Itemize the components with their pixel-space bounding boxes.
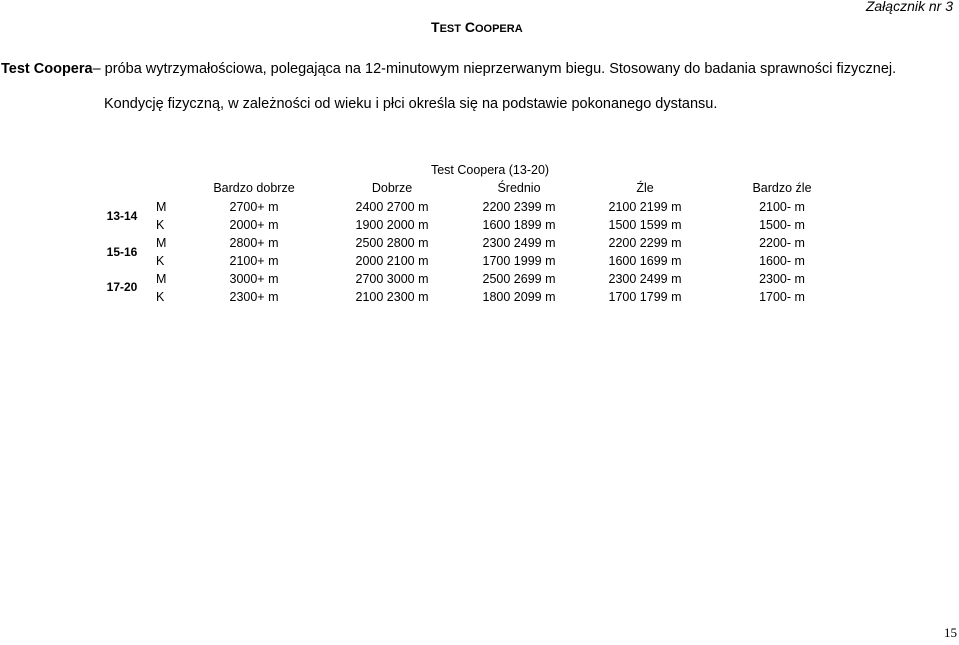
table-cell: 1700- m [759, 290, 805, 304]
sex-label: M [156, 272, 167, 286]
table-cell: 2100 2300 m [355, 290, 429, 304]
table-cell: 2300 2499 m [608, 272, 682, 286]
table-cell: 2100 2199 m [608, 200, 682, 214]
intro-second-line: Kondycję fizyczną, w zależności od wieku i płci określa się na podstawie pokonanego dystansu. [104, 96, 718, 112]
table-caption: Test Coopera (13-20) [430, 163, 550, 177]
table-cell: 2300+ m [229, 290, 279, 304]
sex-label: K [156, 254, 165, 268]
column-header-average: Średnio [497, 181, 541, 195]
table-cell: 2400 2700 m [355, 200, 429, 214]
table-cell: 1900 2000 m [355, 218, 429, 232]
table-cell: 2200 2299 m [608, 236, 682, 250]
age-group-label: 17-20 [106, 280, 138, 294]
column-header-very-bad: Bardzo źle [752, 181, 812, 195]
document-title [431, 19, 523, 35]
table-cell: 2500 2800 m [355, 236, 429, 250]
column-header-good: Dobrze [371, 181, 413, 195]
attachment-label: Załącznik nr 3 [865, 0, 953, 14]
table-cell: 2300- m [759, 272, 805, 286]
table-cell: 2500 2699 m [482, 272, 556, 286]
table-cell: 2000+ m [229, 218, 279, 232]
column-header-very-good: Bardzo dobrze [213, 181, 295, 195]
table-cell: 1500- m [759, 218, 805, 232]
table-cell: 1600 1699 m [608, 254, 682, 268]
intro-paragraph [1, 61, 896, 77]
table-cell: 2000 2100 m [355, 254, 429, 268]
table-cell: 2300 2499 m [482, 236, 556, 250]
table-cell: 2700 3000 m [355, 272, 429, 286]
table-cell: 3000+ m [229, 272, 279, 286]
intro-definition: – próba wytrzymałościowa, polegająca na 12-minutowym nieprzerwanym biegu. Stosowany do badania sprawności fizycznej. [92, 61, 897, 77]
age-group-label: 15-16 [106, 245, 138, 259]
sex-label: M [156, 236, 167, 250]
sex-label: M [156, 200, 167, 214]
title-letter-c: C [464, 19, 475, 35]
table-cell: 1500 1599 m [608, 218, 682, 232]
page-number: 15 [944, 625, 957, 640]
table-cell: 1600 1899 m [482, 218, 556, 232]
table-cell: 2100+ m [229, 254, 279, 268]
table-cell: 1600- m [759, 254, 805, 268]
intro-term: Test Coopera [1, 61, 93, 77]
sex-label: K [156, 290, 165, 304]
table-cell: 2100- m [759, 200, 805, 214]
table-cell: 2800+ m [229, 236, 279, 250]
table-cell: 2200- m [759, 236, 805, 250]
table-cell: 2700+ m [229, 200, 279, 214]
title-small-caps-oopera: OOPERA [474, 23, 523, 35]
table-cell: 1700 1799 m [608, 290, 682, 304]
table-cell: 1700 1999 m [482, 254, 556, 268]
table-cell: 2200 2399 m [482, 200, 556, 214]
title-letter-t: T [431, 19, 440, 35]
sex-label: K [156, 218, 165, 232]
column-header-bad: Źle [636, 181, 654, 195]
title-small-caps-est: EST [439, 23, 461, 35]
table-cell: 1800 2099 m [482, 290, 556, 304]
age-group-label: 13-14 [106, 209, 138, 223]
